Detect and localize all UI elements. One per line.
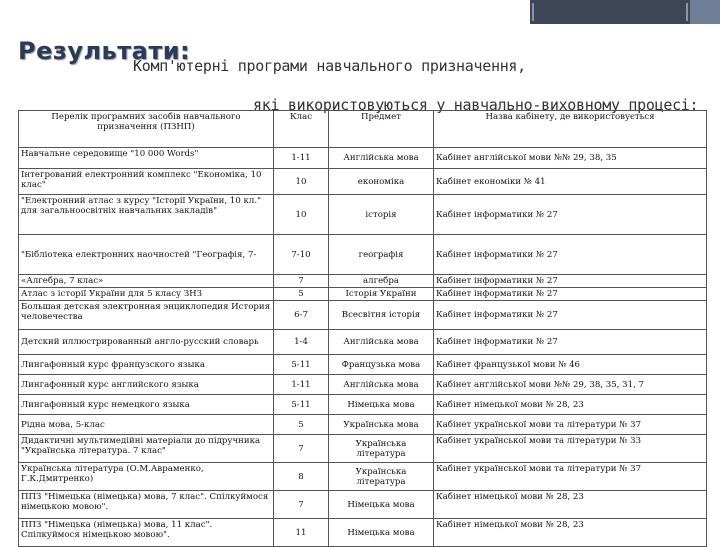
cell-grade: 6-7 <box>274 301 329 330</box>
table-row <box>19 435 707 463</box>
cell-classroom: Кабінет німецької мови № 28, 23 <box>434 491 707 519</box>
top-light-block <box>690 0 720 24</box>
cell-software: Атлас з історії України для 5 класу ЗНЗ <box>19 288 274 301</box>
top-dark-block <box>530 0 690 24</box>
cell-software: «Алгебра, 7 клас» <box>19 275 274 288</box>
cell-grade: 1-11 <box>274 148 329 169</box>
cell-software: Лингафонный курс французского языка <box>19 355 274 375</box>
cell-software: Навчальне середовище "10 000 Words" <box>19 148 274 169</box>
cell-subject: географія <box>329 235 434 275</box>
cell-subject: алгебра <box>329 275 434 288</box>
header-classroom: Назва кабінету, де використовується <box>434 111 707 148</box>
table-row <box>19 235 707 275</box>
top-divider <box>532 3 534 21</box>
table-row <box>19 330 707 355</box>
table-row <box>19 288 707 301</box>
cell-grade: 1-4 <box>274 330 329 355</box>
cell-software: Лингафонный курс английского языка <box>19 375 274 395</box>
slide-subtitle-line2: які використовуються у навчально-виховному процесі: <box>253 96 699 114</box>
cell-software: Большая детская электронная энциклопедия История человечества <box>19 301 274 330</box>
cell-subject: Французька мова <box>329 355 434 375</box>
cell-grade: 5-11 <box>274 355 329 375</box>
cell-classroom: Кабінет інформатики № 27 <box>434 288 707 301</box>
header-grade: Клас <box>274 111 329 148</box>
cell-subject: Українська література <box>329 463 434 491</box>
cell-grade: 5-11 <box>274 395 329 415</box>
table-row <box>19 355 707 375</box>
cell-grade: 10 <box>274 195 329 235</box>
cell-subject: Англійська мова <box>329 375 434 395</box>
table-row <box>19 395 707 415</box>
cell-grade: 7 <box>274 275 329 288</box>
cell-grade: 1-11 <box>274 375 329 395</box>
software-table <box>18 110 707 547</box>
cell-classroom: Кабінет інформатики № 27 <box>434 275 707 288</box>
cell-classroom: Кабінет інформатики № 27 <box>434 330 707 355</box>
cell-subject: історія <box>329 195 434 235</box>
cell-classroom: Кабінет німецької мови № 28, 23 <box>434 519 707 547</box>
table-row <box>19 491 707 519</box>
cell-classroom: Кабінет англійської мови №№ 29, 38, 35, 31, 7 <box>434 375 707 395</box>
header-subject: Предмет <box>329 111 434 148</box>
table-row <box>19 169 707 195</box>
table-header-row <box>19 111 707 148</box>
cell-classroom: Кабінет французької мови № 46 <box>434 355 707 375</box>
table-row <box>19 301 707 330</box>
table-row <box>19 195 707 235</box>
cell-grade: 5 <box>274 415 329 435</box>
cell-subject: Німецька мова <box>329 395 434 415</box>
top-decorative-bar <box>0 0 720 28</box>
cell-grade: 8 <box>274 463 329 491</box>
cell-software: ППЗ "Німецька (німецька) мова, 7 клас". Спілкуймося німецькою мовою". <box>19 491 274 519</box>
cell-software: "Електронний атлас з курсу "Історії України, 10 кл." для загальноосвітніх навчальних закладів" <box>19 195 274 235</box>
cell-grade: 7 <box>274 491 329 519</box>
slide-subtitle-line1: Комп'ютерні програми навчального призначення, <box>133 57 526 75</box>
cell-subject: Історія України <box>329 288 434 301</box>
cell-classroom: Кабінет німецької мови № 28, 23 <box>434 395 707 415</box>
table-row <box>19 275 707 288</box>
cell-classroom: Кабінет інформатики № 27 <box>434 195 707 235</box>
table-row <box>19 148 707 169</box>
cell-software: Лингафонный курс немецкого языка <box>19 395 274 415</box>
cell-classroom: Кабінет англійської мови №№ 29, 38, 35 <box>434 148 707 169</box>
cell-grade: 11 <box>274 519 329 547</box>
cell-classroom: Кабінет української мови та літератури № 33 <box>434 435 707 463</box>
cell-software: Інтегрований електронний комплекс "Економіка, 10 клас" <box>19 169 274 195</box>
cell-subject: Українська література <box>329 435 434 463</box>
cell-subject: Англійська мова <box>329 148 434 169</box>
cell-grade: 5 <box>274 288 329 301</box>
cell-grade: 7 <box>274 435 329 463</box>
cell-software: Українська література (О.М.Авраменко, Г.К.Дмитренко) <box>19 463 274 491</box>
cell-software: Рідна мова, 5-клас <box>19 415 274 435</box>
table-row <box>19 463 707 491</box>
cell-grade: 7-10 <box>274 235 329 275</box>
cell-subject: Німецька мова <box>329 491 434 519</box>
table-row <box>19 415 707 435</box>
cell-software: "Бібліотека електронних наочностей "Географія, 7- <box>19 235 274 275</box>
cell-classroom: Кабінет інформатики № 27 <box>434 301 707 330</box>
table-row <box>19 375 707 395</box>
cell-software: Дидактичні мультимедійні матеріали до підручника "Українська література. 7 клас" <box>19 435 274 463</box>
cell-subject: Англійська мова <box>329 330 434 355</box>
top-divider <box>686 3 688 21</box>
cell-subject: економіка <box>329 169 434 195</box>
cell-subject: Українська мова <box>329 415 434 435</box>
table-row <box>19 519 707 547</box>
cell-software: ППЗ "Німецька (німецька) мова, 11 клас". Спілкуймося німецькою мовою". <box>19 519 274 547</box>
cell-subject: Всесвітня історія <box>329 301 434 330</box>
cell-grade: 10 <box>274 169 329 195</box>
header-software: Перелік програмних засобів навчального призначення (ПЗНП) <box>19 111 274 148</box>
cell-classroom: Кабінет інформатики № 27 <box>434 235 707 275</box>
cell-classroom: Кабінет української мови та літератури № 37 <box>434 463 707 491</box>
cell-classroom: Кабінет економіки № 41 <box>434 169 707 195</box>
cell-classroom: Кабінет української мови та літератури № 37 <box>434 415 707 435</box>
cell-subject: Німецька мова <box>329 519 434 547</box>
slide-title: Результати: <box>18 37 191 65</box>
cell-software: Детский иллюстрированный англо-русский словарь <box>19 330 274 355</box>
